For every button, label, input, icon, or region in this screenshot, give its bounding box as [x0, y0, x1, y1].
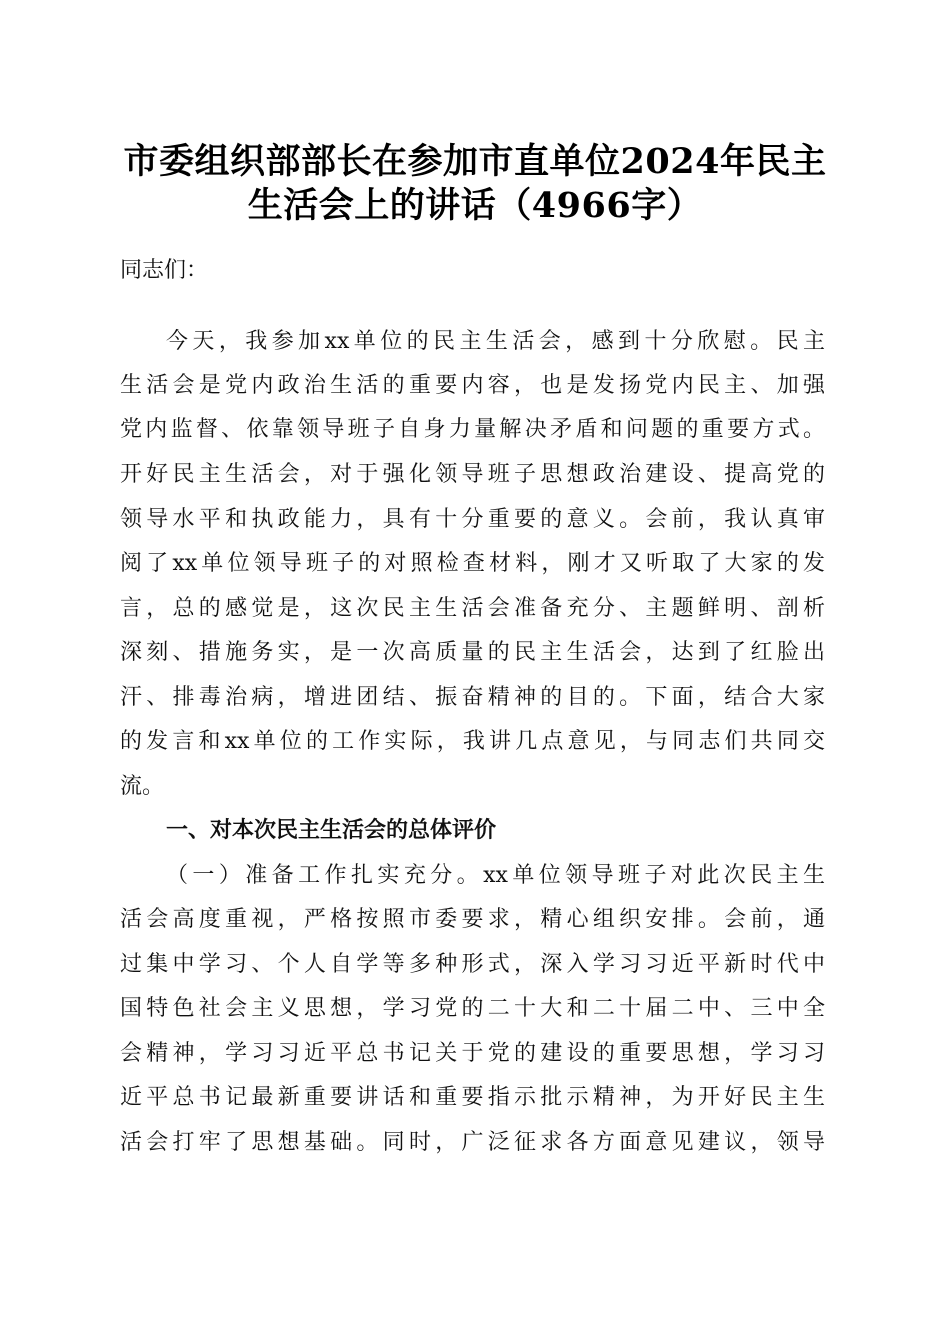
paragraph-2-line: （一）准备工作扎实充分。xx单位领导班子对此次民主生 — [166, 863, 825, 888]
paragraph-2-line: 会精神，学习习近平总书记关于党的建设的重要思想，学习习 — [120, 1041, 825, 1066]
paragraph-2-line: 国特色社会主义思想，学习党的二十大和二十届二中、三中全 — [120, 996, 825, 1021]
document-title-line-1: 市委组织部部长在参加市直单位2024年民主 — [123, 141, 827, 182]
paragraph-1-line: 领导水平和执政能力，具有十分重要的意义。会前，我认真审 — [120, 507, 825, 532]
paragraph-2-line: 活会打牢了思想基础。同时，广泛征求各方面意见建议，领导 — [120, 1130, 825, 1155]
paragraph-1-line: 言，总的感觉是，这次民主生活会准备充分、主题鲜明、剖析 — [120, 596, 825, 621]
paragraph-1-line: 今天，我参加xx单位的民主生活会，感到十分欣慰。民主 — [166, 329, 825, 354]
paragraph-1-line: 开好民主生活会，对于强化领导班子思想政治建设、提高党的 — [120, 462, 825, 487]
paragraph-1-line: 党内监督、依靠领导班子自身力量解决矛盾和问题的重要方式。 — [120, 417, 825, 442]
salutation: 同志们： — [120, 258, 209, 283]
paragraph-1-line: 阅了xx单位领导班子的对照检查材料，刚才又听取了大家的发 — [120, 551, 825, 576]
paragraph-2-line: 近平总书记最新重要讲话和重要指示批示精神，为开好民主生 — [120, 1085, 825, 1110]
paragraph-2-line: 过集中学习、个人自学等多种形式，深入学习习近平新时代中 — [120, 952, 825, 977]
paragraph-1-line: 生活会是党内政治生活的重要内容，也是发扬党内民主、加强 — [120, 373, 825, 398]
document-title-line-2: 生活会上的讲话（4966字） — [247, 185, 703, 226]
paragraph-2-line: 活会高度重视，严格按照市委要求，精心组织安排。会前，通 — [120, 907, 825, 932]
section-heading-1: 一、对本次民主生活会的总体评价 — [166, 818, 497, 843]
paragraph-1-line: 汗、排毒治病，增进团结、振奋精神的目的。下面，结合大家 — [120, 685, 825, 710]
paragraph-1-line: 流。 — [120, 774, 165, 799]
paragraph-1-line: 深刻、措施务实，是一次高质量的民主生活会，达到了红脸出 — [120, 640, 825, 665]
paragraph-1-line: 的发言和xx单位的工作实际，我讲几点意见，与同志们共同交 — [120, 729, 825, 754]
